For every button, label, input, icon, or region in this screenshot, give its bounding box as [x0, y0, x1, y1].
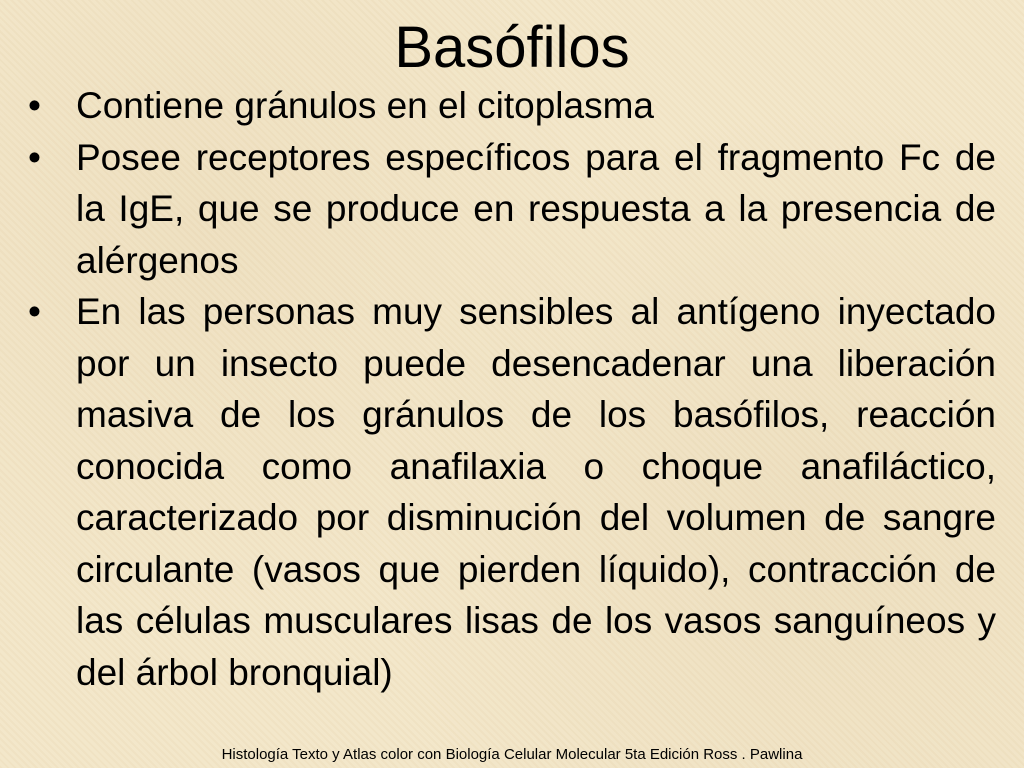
bullet-text: Contiene gránulos en el citoplasma [76, 85, 654, 126]
bullet-item [28, 80, 996, 132]
bullet-dot-icon: • [28, 136, 41, 178]
footer-citation: Histología Texto y Atlas color con Biología Celular Molecular 5ta Edición Ross . Pawlina [221, 746, 803, 763]
bullet-item [28, 286, 996, 698]
slide-title: Basófilos [394, 15, 630, 80]
bullet-dot-icon: • [28, 85, 41, 126]
bullet-item [28, 132, 996, 287]
bullet-dot-icon: • [28, 291, 41, 332]
bullet-list [28, 80, 996, 698]
bullet-text: Posee receptores específicos para el fragmento Fc de la IgE, que se produce en respuesta a la presencia de alérgenos [76, 136, 996, 281]
bullet-text: En las personas muy sensibles al antígeno inyectado por un insecto puede desencadenar una liberación masiva de los gránulos de los basófilos, reacción conocida como anafilaxia o choque anafiláctico, caracterizado por disminución del volumen de sangre circulante (vasos que pierden líquido), contracción de las células musculares lisas de los vasos sanguíneos y del árbol bronquial) [76, 291, 996, 693]
